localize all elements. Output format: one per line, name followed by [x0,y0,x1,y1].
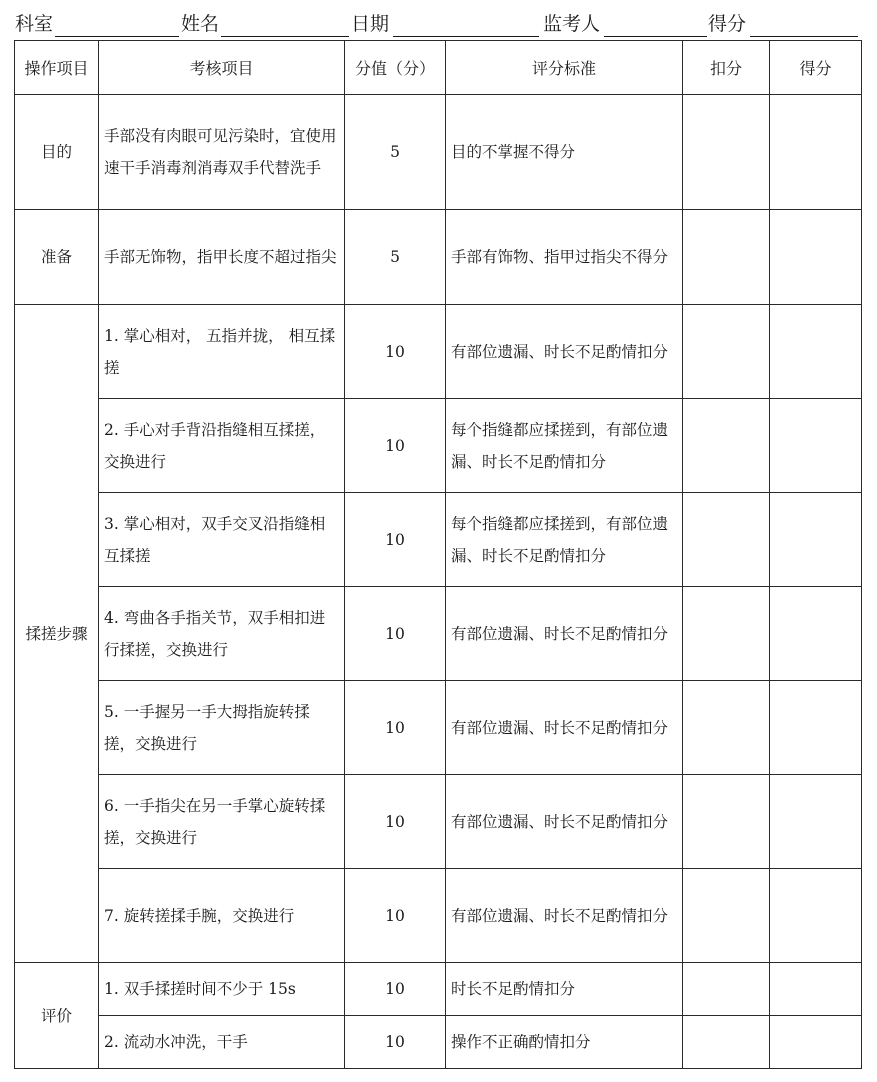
points-cell: 10 [345,587,446,681]
score-cell[interactable] [770,399,862,493]
item-cell: 5. 一手握另一手大拇指旋转揉搓，交换进行 [99,681,345,775]
standard-cell: 有部位遗漏、时长不足酌情扣分 [446,587,683,681]
standard-cell: 手部有饰物、指甲过指尖不得分 [446,210,683,305]
standard-cell: 时长不足酌情扣分 [446,963,683,1016]
table-row [15,95,862,210]
item-cell: 4. 弯曲各手指关节，双手相扣进行揉搓，交换进行 [99,587,345,681]
item-cell: 7. 旋转搓揉手腕，交换进行 [99,869,345,963]
col-header-category: 操作项目 [15,41,99,95]
score-cell[interactable] [770,493,862,587]
table-row [15,210,862,305]
col-header-score: 得分 [770,41,862,95]
standard-cell: 有部位遗漏、时长不足酌情扣分 [446,869,683,963]
col-header-deduction: 扣分 [683,41,770,95]
points-cell: 10 [345,775,446,869]
score-cell[interactable] [770,775,862,869]
standard-cell: 有部位遗漏、时长不足酌情扣分 [446,305,683,399]
score-cell[interactable] [770,869,862,963]
item-cell: 2. 流动水冲洗，干手 [99,1016,345,1069]
category-cell: 揉搓步骤 [15,305,99,963]
date-label: 日期 [351,13,390,35]
standard-cell: 有部位遗漏、时长不足酌情扣分 [446,775,683,869]
table-row [15,775,862,869]
points-cell: 10 [345,963,446,1016]
item-cell: 2. 手心对手背沿指缝相互揉搓，交换进行 [99,399,345,493]
examiner-blank[interactable] [604,36,707,37]
standard-cell: 每个指缝都应揉搓到，有部位遗漏、时长不足酌情扣分 [446,399,683,493]
score-cell[interactable] [770,305,862,399]
points-cell: 10 [345,681,446,775]
deduction-cell[interactable] [683,493,770,587]
scoring-table [14,40,862,1069]
score-cell[interactable] [770,963,862,1016]
item-cell: 3. 掌心相对，双手交叉沿指缝相互揉搓 [99,493,345,587]
table-row [15,305,862,399]
table-row [15,1016,862,1069]
score-label: 得分 [708,13,747,35]
item-cell: 1. 掌心相对， 五指并拢， 相互揉搓 [99,305,345,399]
dept-label: 科室 [15,13,54,35]
deduction-cell[interactable] [683,869,770,963]
points-cell: 10 [345,869,446,963]
table-row [15,869,862,963]
table-row [15,493,862,587]
deduction-cell[interactable] [683,210,770,305]
dept-blank[interactable] [55,36,179,37]
points-cell: 10 [345,493,446,587]
table-header-row [15,41,862,95]
table-row [15,963,862,1016]
name-label: 姓名 [181,13,220,35]
score-cell[interactable] [770,95,862,210]
score-cell[interactable] [770,210,862,305]
category-cell: 准备 [15,210,99,305]
date-blank[interactable] [393,36,539,37]
points-cell: 10 [345,399,446,493]
points-cell: 10 [345,1016,446,1069]
score-cell[interactable] [770,1016,862,1069]
name-blank[interactable] [221,36,349,37]
score-blank[interactable] [750,36,858,37]
deduction-cell[interactable] [683,399,770,493]
deduction-cell[interactable] [683,681,770,775]
category-cell: 目的 [15,95,99,210]
table-row [15,399,862,493]
examiner-label: 监考人 [543,13,601,35]
deduction-cell[interactable] [683,587,770,681]
deduction-cell[interactable] [683,963,770,1016]
score-cell[interactable] [770,587,862,681]
points-cell: 5 [345,95,446,210]
standard-cell: 有部位遗漏、时长不足酌情扣分 [446,681,683,775]
points-cell: 10 [345,305,446,399]
item-cell: 手部没有肉眼可见污染时，宜使用速干手消毒剂消毒双手代替洗手 [99,95,345,210]
deduction-cell[interactable] [683,95,770,210]
score-cell[interactable] [770,681,862,775]
form-header [15,9,860,39]
col-header-points: 分值（分） [345,41,446,95]
col-header-item: 考核项目 [99,41,345,95]
table-row [15,681,862,775]
item-cell: 6. 一手指尖在另一手掌心旋转揉搓，交换进行 [99,775,345,869]
deduction-cell[interactable] [683,1016,770,1069]
table-row [15,587,862,681]
points-cell: 5 [345,210,446,305]
item-cell: 手部无饰物，指甲长度不超过指尖 [99,210,345,305]
standard-cell: 目的不掌握不得分 [446,95,683,210]
item-cell: 1. 双手揉搓时间不少于 15s [99,963,345,1016]
standard-cell: 每个指缝都应揉搓到，有部位遗漏、时长不足酌情扣分 [446,493,683,587]
deduction-cell[interactable] [683,305,770,399]
col-header-standard: 评分标准 [446,41,683,95]
standard-cell: 操作不正确酌情扣分 [446,1016,683,1069]
deduction-cell[interactable] [683,775,770,869]
category-cell: 评价 [15,963,99,1069]
